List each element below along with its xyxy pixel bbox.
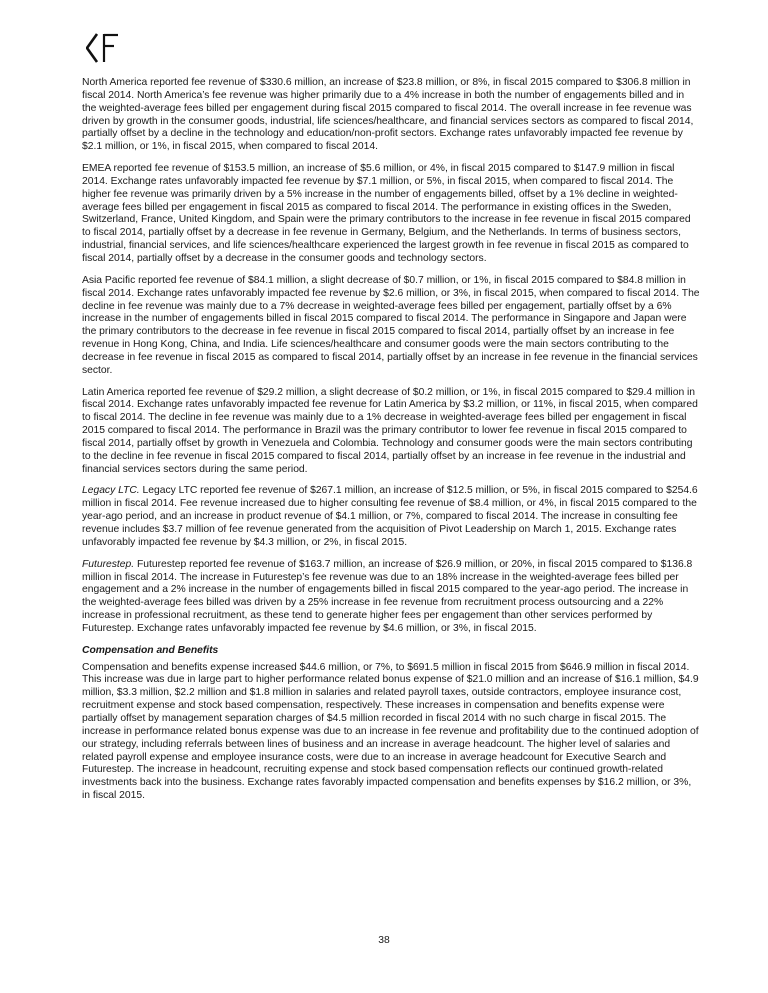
paragraph-text: Legacy LTC reported fee revenue of $267.1 million, an increase of $12.5 million, or 5%, in fiscal 2015 compared to $254.6 million in fiscal 2014. Fee revenue increased due to higher consulting fee revenue of $8.4 million, or 4%, in fiscal 2015 compared to the year-ago period, and an increase in product revenue of $4.1 million, or 7%, compared to fiscal 2014. The increase in consulting fee revenue includes $3.7 million of fee revenue generated from the acquisition of Pivot Leadership on March 1, 2015. Exchange rates unfavorably impacted fee revenue by $4.3 million, or 2%, in fiscal 2015. [82,485,698,548]
paragraph-compensation-and-benefits [82,662,700,803]
paragraph-lead-futurestep: Futurestep. [82,558,135,570]
paragraph-emea [82,163,700,266]
paragraph-text: North America reported fee revenue of $330.6 million, an increase of $23.8 million, or 8%, in fiscal 2015 compared to $306.8 million in fiscal 2014. North America’s fee revenue was higher primarily due to a 4% increase in both the number of engagements billed and in the weighted-average fees billed per engagement during fiscal 2015 compared to fiscal 2014. The overall increase in fee revenue was driven by growth in the consumer goods, industrial, life sciences/healthcare, and financial services sectors as compared to fiscal 2014, partially offset by a decline in the technology and education/non-profit sectors. Exchange rates unfavorably impacted fee revenue by $2.1 million, or 1%, in fiscal 2015, when compared to fiscal 2014. [82,77,694,153]
paragraph-legacy-ltc [82,485,700,549]
paragraph-text: Asia Pacific reported fee revenue of $84.1 million, a slight decrease of $0.7 million, or 1%, in fiscal 2015 compared to $84.8 million in fiscal 2014. Exchange rates unfavorably impacted fee revenue by $2.6 million, or 3%, in fiscal 2015, when compared to fiscal 2014. The decline in fee revenue was mainly due to a 7% decrease in weighted-average fees billed per engagement, partially offset by a 6% increase in the number of engagements billed in fiscal 2015 compared to fiscal 2014. The performance in Singapore and Japan were the primary contributors to the decrease in fee revenue in fiscal 2015 compared to fiscal 2014, partially offset by an increase in fee revenue in Hong Kong, China, and India. Life sciences/healthcare and consumer goods were the main sectors contributing to the decrease in fee revenue in fiscal 2015 as compared to fiscal 2014, partially offset by an increase in fee revenue in the financial services sector. [82,274,700,376]
paragraph-north-america [82,77,700,154]
paragraph-text: Latin America reported fee revenue of $29.2 million, a slight decrease of $0.2 million, or 1%, in fiscal 2015 compared to $29.4 million in fiscal 2014. Exchange rates unfavorably impacted fee revenue for Latin America by $3.2 million, or 11%, in fiscal 2015, when compared to fiscal 2014. The decline in fee revenue was mainly due to a 1% decrease in weighted-average fees billed per engagement in fiscal 2015 compared to fiscal 2014. The performance in Brazil was the primary contributor to lower fee revenue in fiscal 2015 compared to fiscal 2014, partially offset by growth in Venezuela and Colombia. Technology and consumer goods were the main sectors contributing to the decline in fee revenue in fiscal 2015 compared to fiscal 2014, partially offset by an increase in fee revenue in the industrial and financial services sectors during the same period. [82,386,698,475]
korn-ferry-logo-icon [86,33,120,63]
paragraph-futurestep [82,559,700,636]
paragraph-text: EMEA reported fee revenue of $153.5 million, an increase of $5.6 million, or 4%, in fiscal 2015 compared to $147.9 million in fiscal 2014. Exchange rates unfavorably impacted fee revenue by $7.1 million, or 5%, in fiscal 2015, when compared to fiscal 2014. The higher fee revenue was primarily driven by a 5% increase in the number of engagements billed, offset by a 1% decline in weighted-average fees billed per engagement in fiscal 2015 as compared to fiscal 2014. The performance in existing offices in the Sweden, Switzerland, France, United Kingdom, and Spain were the primary contributors to the increase in fee revenue in fiscal 2015 compared to fiscal 2014, partially offset by a decrease in fee revenue in Germany, Belgium, and the Netherlands. In terms of business sectors, industrial, financial services, and life sciences/healthcare experienced the largest growth in fee revenue in fiscal 2015 as compared to fiscal 2014, partially offset by a decrease in the consumer goods and technology sectors. [82,163,691,264]
paragraph-asia-pacific [82,275,700,378]
page-number: 38 [378,935,390,946]
paragraph-latin-america [82,387,700,477]
paragraph-text: Compensation and benefits expense increased $44.6 million, or 7%, to $691.5 million in fiscal 2015 from $646.9 million in fiscal 2014. This increase was due in large part to higher performance related bonus expense of $21.0 million and an increase of $16.1 million, $4.9 million, $3.3 million, $2.2 million and $1.8 million in salaries and related payroll taxes, outside contractors, employee insurance cost, recruitment expense and stock based compensation, respectively. These increases in compensation and benefits expense were partially offset by management separation charges of $4.5 million recorded in fiscal 2014 with no such charge in fiscal 2015. The increase in performance related bonus expense was due to an increase in fee revenue and profitability due to the continued adoption of our strategy, including referrals between lines of business and an increase in average headcount. The higher level of salaries and related payroll expense and employee insurance costs, were due to an increase in average headcount for Executive Search and Futurestep. The increase in headcount, recruiting expense and stock based compensation reflects our continued growth-related investments back into the business. Exchange rates favorably impacted compensation and benefits expenses by $16.2 million, or 3%, in fiscal 2015. [82,661,699,802]
document-body [82,77,700,812]
paragraph-lead-legacy-ltc: Legacy LTC. [82,485,140,497]
section-heading-text: Compensation and Benefits [82,644,219,656]
paragraph-text: Futurestep reported fee revenue of $163.7 million, an increase of $26.9 million, or 20%, in fiscal 2015 compared to $136.8 million in fiscal 2014. The increase in Futurestep’s fee revenue was due to an 18% increase in the weighted-average fees billed per engagement and a 2% increase in the number of engagements billed in fiscal 2015 compared to the year-ago period. The increase in the weighted-average fees billed was driven by a 25% increase in fee revenue from recruitment process outsourcing and a 22% increase in professional recruitment, as these tend to generate higher fees per engagement than other services performed by Futurestep. Exchange rates unfavorably impacted fee revenue by $4.6 million, or 3%, in fiscal 2015. [82,558,693,634]
section-heading-compensation-and-benefits [82,645,700,658]
